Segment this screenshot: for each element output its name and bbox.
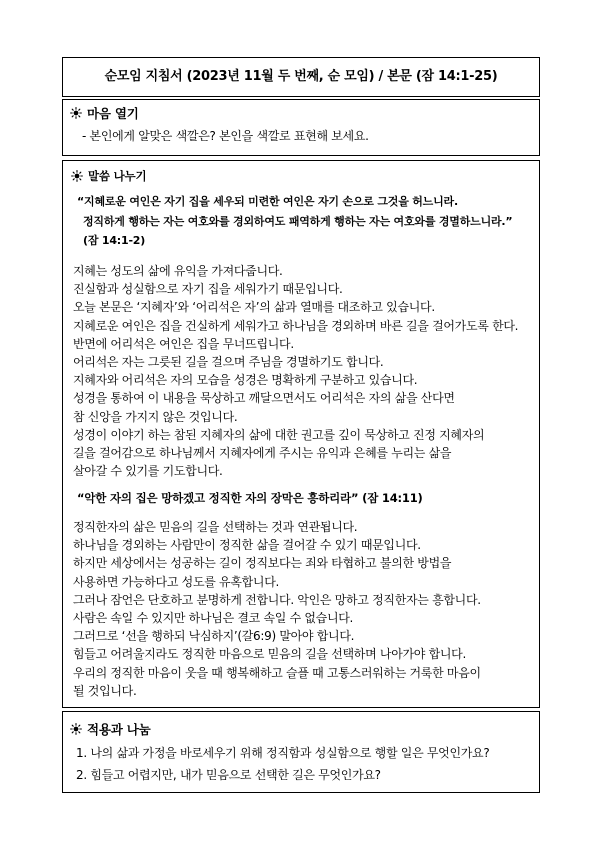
paragraph-line: 진실함과 성실함으로 자기 집을 세워가기 때문입니다. [73,282,343,297]
section-heading-word [71,167,146,185]
paragraph-line: 하지만 세상에서는 성공하는 길이 정직보다는 죄와 타협하고 불의한 방법을 [73,556,452,571]
paragraph-line: 지혜는 성도의 삶에 유익을 가져다줍니다. [73,264,283,278]
section-word [62,160,540,708]
scripture-quote-line: “지혜로운 여인은 자기 집을 세우되 미련한 여인은 자기 손으로 그것을 허느니라. [77,195,458,208]
paragraph-line: 지혜로운 여인은 집을 건실하게 세워가고 하나님을 경외하며 바른 길을 걸어가도록 한다. [73,318,519,333]
section-heading-label: 마음 열기 [87,106,139,121]
paragraph-line: 사용하면 가능하다고 성도를 유혹합니다. [73,574,280,589]
paragraph-line: 반면에 어리석은 여인은 집을 무너뜨립니다. [73,336,294,351]
paragraph-line: 지혜자와 어리석은 자의 모습을 성경은 명확하게 구분하고 있습니다. [73,373,418,388]
paragraph-line: 우리의 정직한 마음이 웃을 때 행복해하고 슬플 때 고통스러워하는 거룩한 마음이 [73,665,481,680]
section-application [62,711,540,793]
question-item: 2. 힘들고 어렵지만, 내가 믿음으로 선택한 길은 무엇인가요? [76,768,381,782]
paragraph-line: 그러나 잠언은 단호하고 분명하게 전합니다. 악인은 망하고 정직한자는 흥합니다. [73,592,481,607]
paragraph-line: 성경이 이야기 하는 참된 지혜자의 삶에 대한 권고를 깊이 묵상하고 진정 지혜자의 [73,427,485,442]
section-heading-application [70,720,151,738]
paragraph-line: 참 신앙을 가지지 않은 것입니다. [73,409,238,424]
paragraph-wisdom [73,262,518,480]
paragraph-line: 힘들고 어려울지라도 정직한 마음으로 믿음의 길을 선택하며 나아가야 합니다. [73,647,466,662]
scripture-reference: (잠 14:1-2) [83,234,146,247]
paragraph-line: 성경을 통하여 이 내용을 묵상하고 깨달으면서도 어리석은 자의 삶을 산다면 [73,391,455,406]
sun-icon [70,723,82,735]
title-box [62,57,540,97]
section-opening [62,99,540,156]
scripture-quote-line: 정직하게 행하는 자는 여호와를 경외하여도 패역하게 행하는 자는 여호와를 경멸하느니라.” [83,215,513,228]
page-title: 순모임 지침서 (2023년 11월 두 번째, 순 모임) / 본문 (잠 14:1-25) [104,69,498,84]
sun-icon [71,170,83,182]
paragraph-line: 그러므로 ‘선을 행하되 낙심하지’(갈6:9) 말아야 합니다. [73,629,355,644]
section-heading-label: 말씀 나누기 [88,169,147,183]
sun-icon [70,107,82,119]
scripture-quote-2: “악한 자의 집은 망하겠고 정직한 자의 장막은 흥하리라” (잠 14:11) [77,491,423,505]
paragraph-line: 오늘 본문은 ‘지혜자’와 ‘어리석은 자’의 삶과 열매를 대조하고 있습니다. [73,300,435,315]
paragraph-line: 정직한자의 삶은 믿음의 길을 선택하는 것과 연관됩니다. [73,520,358,534]
paragraph-line: 사람은 속일 수 있지만 하나님은 결코 속일 수 없습니다. [73,610,354,625]
section-heading-opening [70,104,139,122]
paragraph-line: 살아갈 수 있기를 기도합니다. [73,464,223,479]
paragraph-line: 될 것입니다. [73,683,137,698]
section-heading-label: 적용과 나눔 [87,722,151,737]
paragraph-upright [73,518,481,700]
paragraph-line: 어리석은 자는 그릇된 길을 걸으며 주님을 경멸하기도 합니다. [73,354,384,369]
opening-item: - 본인에게 알맞은 색깔은? 본인을 색깔로 표현해 보세요. [82,129,369,143]
paragraph-line: 하나님을 경외하는 사람만이 정직한 삶을 걸어갈 수 있기 때문입니다. [73,538,421,553]
question-item: 1. 나의 삶과 가정을 바로세우기 위해 정직함과 성실함으로 행할 일은 무엇인가요? [76,746,490,760]
paragraph-line: 길을 걸어감으로 하나님께서 지혜자에게 주시는 유익과 은혜를 누리는 삶을 [73,445,452,460]
